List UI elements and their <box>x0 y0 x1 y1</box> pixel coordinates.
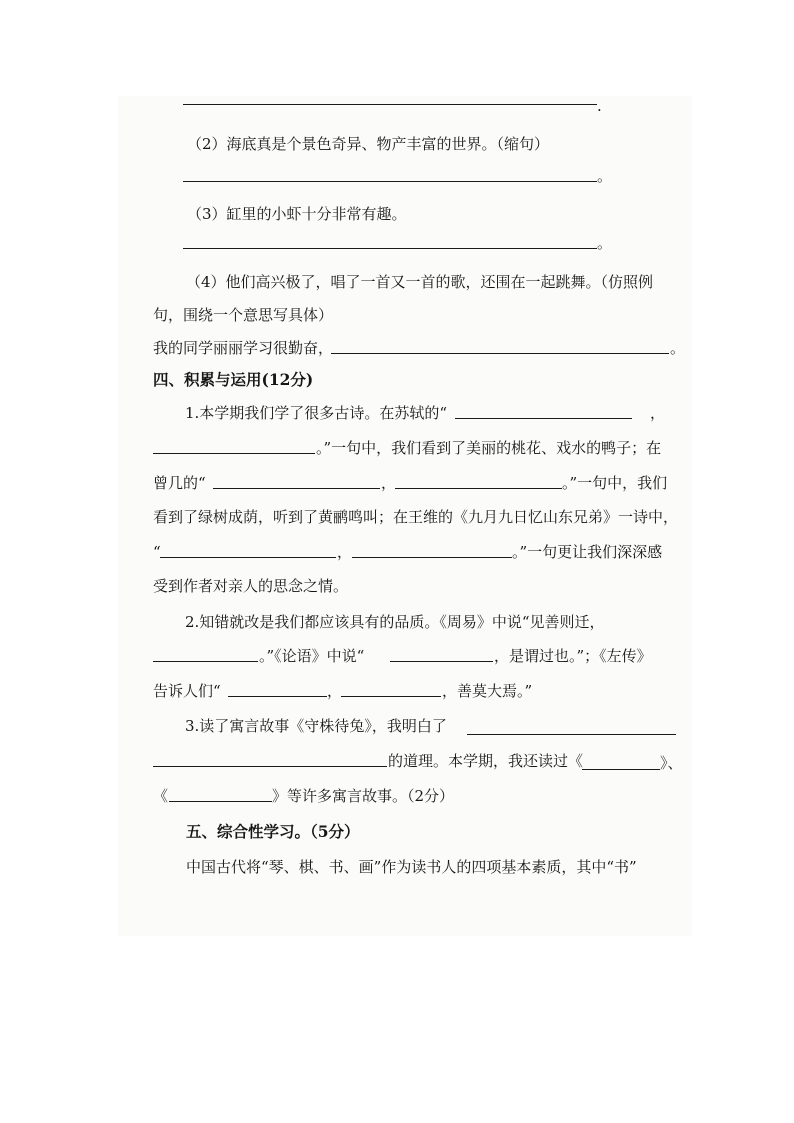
item-4-prompt: 我的同学丽丽学习很勤奋， <box>153 339 334 357</box>
q3-text-e: 》等许多寓言故事。（2分） <box>272 787 455 805</box>
blank-q3-4[interactable] <box>169 801 272 802</box>
answer-line-item-3[interactable] <box>183 248 597 249</box>
question-item-3: （3）缸里的小虾十分非常有趣。 <box>187 205 407 223</box>
blank-q2-4[interactable] <box>341 696 441 697</box>
q1-text-e: ， <box>381 474 397 492</box>
q2-text-d: 告诉人们“ <box>153 682 221 700</box>
period-mark: . <box>597 97 602 115</box>
q1-text-i: ， <box>337 543 353 561</box>
question-item-4-line-2: 句，围绕一个意思写具体） <box>153 306 334 324</box>
q1-text-k: 受到作者对亲人的思念之情。 <box>153 577 349 595</box>
q1-text-d: 曾几的“ <box>153 474 206 492</box>
q3-text-d: 《 <box>153 787 169 805</box>
q2-text-e: ， <box>327 682 343 700</box>
section-5-heading: 五、综合性学习。（5分） <box>186 822 360 841</box>
q1-text-a: 1.本学期我们学了很多古诗。在苏轼的“ <box>185 404 447 422</box>
q2-text-f: ，善莫大焉。” <box>442 682 533 700</box>
blank-q2-2[interactable] <box>390 661 493 662</box>
item-3-end-mark: 。 <box>597 234 613 252</box>
blank-q3-1[interactable] <box>467 734 676 735</box>
q1-text-g: 看到了绿树成荫，听到了黄鹂鸣叫；在王维的《九月九日忆山东兄弟》一诗中， <box>153 508 679 526</box>
q3-text-a: 3.读了寓言故事《守株待兔》，我明白了 <box>185 717 447 735</box>
item-4-end-mark: 。 <box>670 339 686 357</box>
section-4-heading: 四、积累与运用(12分) <box>153 370 314 389</box>
blank-q1-2[interactable] <box>153 453 315 454</box>
q2-text-a: 2.知错就改是我们都应该具有的品质。《周易》中说“见善则迁， <box>185 613 605 631</box>
q3-text-b: 的道理。本学期，我还读过《 <box>388 752 584 770</box>
blank-q1-6[interactable] <box>352 557 512 558</box>
blank-q1-1[interactable] <box>455 418 632 419</box>
blank-q1-3[interactable] <box>213 488 380 489</box>
answer-line-item-4[interactable] <box>331 353 669 354</box>
q1-text-h: “ <box>153 543 161 561</box>
q2-text-b: 。”《论语》中说“ <box>259 647 365 665</box>
item-2-end-mark: 。 <box>597 167 613 185</box>
section-5-intro: 中国古代将“琴、棋、书、画”作为读书人的四项基本素质，其中“书” <box>186 858 637 876</box>
blank-q1-5[interactable] <box>160 557 336 558</box>
q2-text-c: ，是谓过也。”；《左传》 <box>494 647 652 665</box>
q1-text-b: ， <box>650 404 666 422</box>
blank-q3-2[interactable] <box>153 766 387 767</box>
q1-text-j: 。”一句更让我们深深感 <box>512 543 663 561</box>
question-item-2: （2）海底真是个景色奇异、物产丰富的世界。（缩句） <box>187 135 550 153</box>
question-item-4-line-1: （4）他们高兴极了，唱了一首又一首的歌，还围在一起跳舞。（仿照例 <box>186 273 654 291</box>
answer-line-item-2[interactable] <box>183 181 597 182</box>
answer-line-previous <box>183 104 597 105</box>
q1-text-f: 。”一句中，我们 <box>562 474 668 492</box>
blank-q1-4[interactable] <box>395 488 562 489</box>
blank-q2-1[interactable] <box>153 661 258 662</box>
blank-q2-3[interactable] <box>228 696 327 697</box>
q1-text-c: 。”一句中，我们看到了美丽的桃花、戏水的鸭子；在 <box>316 439 662 457</box>
blank-q3-3[interactable] <box>582 769 660 770</box>
q3-text-c: 》、 <box>660 754 683 772</box>
